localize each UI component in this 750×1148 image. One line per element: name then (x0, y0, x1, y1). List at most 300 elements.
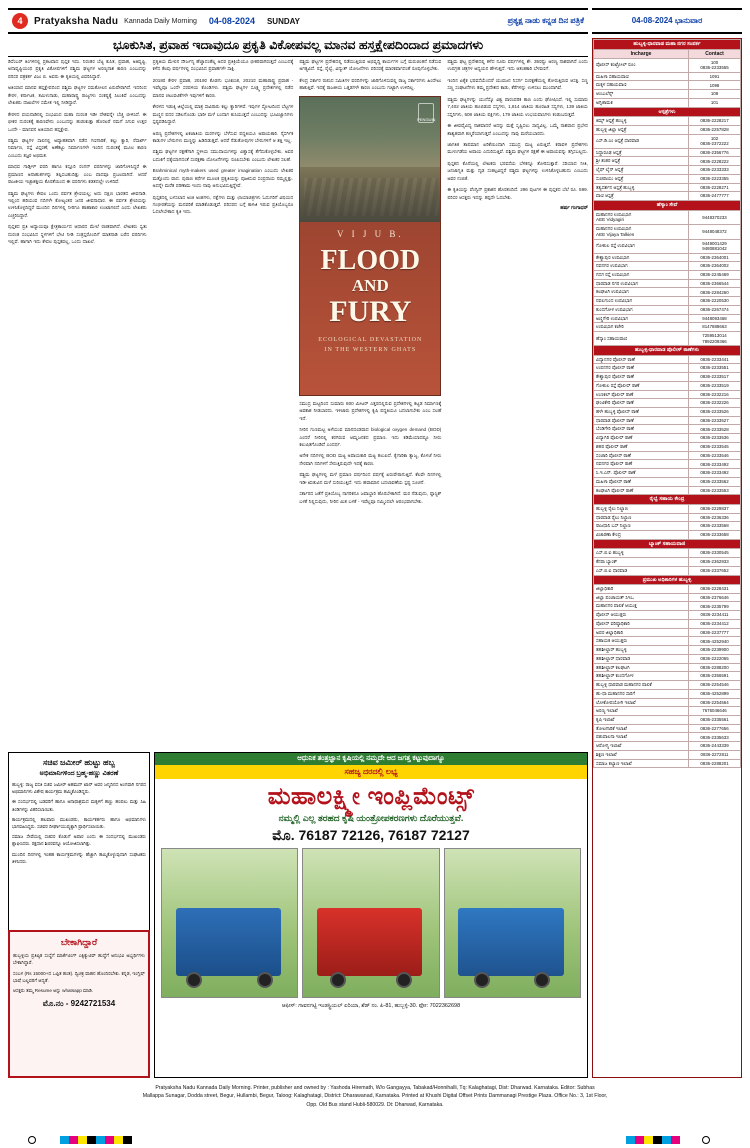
directory-name: ಕೆನರಾ ಬ್ಯಾಂಕ್ (594, 558, 689, 567)
directory-name: ನವನಗರ ಉಪವಿಭಾಗ (594, 262, 689, 271)
directory-name: ಮಹಾನಗರ ಪಾಲಿಕೆ ಆಯುಕ್ತ (594, 602, 689, 611)
ad-brand-phone[interactable]: ಮೊ. 76187 72126, 76187 72127 (272, 827, 470, 843)
paragraph: ಅನೇಕ ನದಿಗಳಲ್ಲಿ BOD ಮಟ್ಟ ಅಪಾಯಕಾರಿ ಮಟ್ಟ ತಲುಪಿದೆ. ಕೈಗಾರಿಕಾ ತ್ಯಾಜ್ಯ, ಕೊಳಚೆ ನೀರು ನೇರವಾಗಿ ನದಿಗಳಿಗೆ ಸೇರುತ್ತಿರುವುದೇ ಇದಕ್ಕೆ ಕಾರಣ. (299, 453, 442, 466)
directory-name: ವಾಣಿ ಆಸ್ಪತ್ರೆ (594, 192, 689, 201)
directory-row (594, 81, 741, 90)
directory-name: ತತ್ವದರ್ಶನ ಆಸ್ಪತ್ರೆ ಹುಬ್ಬಳ್ಳಿ (594, 183, 689, 192)
directory-row (594, 619, 741, 628)
wheel-icon (186, 972, 202, 988)
directory-name: ಹು-ಧಾ ಮಹಾನಗರ ಸಾರಿಗೆ (594, 689, 689, 698)
imprint-line-3: Opp. Old Bus stand Hubli-580029. Dt: Dharwad, Karnataka. (306, 1101, 444, 1108)
directory-contact: 0836-2335561 (689, 716, 741, 725)
directory-contact: 0836-2337652 (689, 566, 741, 575)
directory-contact: 0836-2233492 (689, 460, 741, 469)
directory-contact: 9449001429 9480881042 (689, 239, 741, 253)
directory-name: ಉಣಕಲ್ ಪೊಲೀಸ್ ಠಾಣೆ (594, 390, 689, 399)
directory-row (594, 425, 741, 434)
directory-row (594, 239, 741, 253)
directory-row (594, 125, 741, 134)
directory-row (594, 566, 741, 575)
directory-contact: 0836-2366544 (689, 279, 741, 288)
ad-brand-subtitle: ನಮ್ಮಲ್ಲಿ ಎಲ್ಲ ತರಹದ ಕೃಷಿ ಯಂತ್ರೋಪಕರಣಗಳು ದೊರೆಯುತ್ತವೆ. (278, 813, 464, 823)
directory-name: ಗೋಕುಲ ರಸ್ತೆ ಉಪವಿಭಾಗ (594, 239, 689, 253)
wheel-icon (534, 972, 550, 988)
paragraph: ಮುಂದಿನ ದಿನಗಳಲ್ಲಿ ಇಂತಹ ಕಾರ್ಯಕ್ರಮಗಳನ್ನು ಹೆಚ್ಚಾಗಿ ಹಮ್ಮಿಕೊಳ್ಳುವುದಾಗಿ ಸಂಘಟಕರು ತಿಳಿಸಿದರು. (12, 851, 146, 864)
directory-row (594, 279, 741, 288)
directory-contact: 0836-2228431 (689, 585, 741, 594)
issue-date: 04-08-2024 (208, 16, 255, 26)
directory-contact: 0836-2233527 (689, 416, 741, 425)
directory-contact: 0836-2235799 (689, 602, 741, 611)
paragraph: 2018ರ ಕೇರಳ ಪ್ರವಾಹ, 2019ರ ಕೊಡಗು ಭೂಕುಸಿತ, 2021ರ ಮಹಾರಾಷ್ಟ್ರ ಪ್ರವಾಹ - ಇವೆಲ್ಲವೂ ಒಂದೇ ಸರಪಳಿಯ ಕೊಂಡಿಗಳು. ಪಶ್ಚಿಮ ಘಟ್ಟಗಳ ಸೂಕ್ಷ್ಮ ಪ್ರದೇಶಗಳಲ್ಲಿ ನಡೆದ ಮಾನವ ಚಟುವಟಿಕೆಗಳೇ ಇವುಗಳಿಗೆ ಕಾರಣ. (152, 77, 294, 98)
directory-contact: 0836-2330545 (689, 549, 741, 558)
directory-name: ಜಿಲ್ಲಾ ಪಂಚಾಯತ್ ಸಿಇಒ (594, 593, 689, 602)
paragraph: ಈ ಕೃತಿಯನ್ನು ಪೆಂಗ್ವಿನ್ ಪ್ರಕಾಶನ ಹೊರತಂದಿದೆ. 296 ಪುಟಗಳ ಈ ಪುಸ್ತಕದ ಬೆಲೆ ರೂ. 599. ಪರಿಸರ ಆಸಕ್ತರು ಇದನ್ನು ತಪ್ಪದೇ ಓದಬೇಕು. (447, 187, 588, 200)
wheel-icon (396, 972, 412, 988)
directory-contact: 101 (689, 98, 741, 107)
paragraph: ಪಶ್ಚಿಮ ಘಟ್ಟಗಳ ರಕ್ಷಣೆಗಾಗಿ ಸ್ಥಳೀಯ ಸಮುದಾಯಗಳನ್ನು ವಿಶ್ವಾಸಕ್ಕೆ ತೆಗೆದುಕೊಳ್ಳಬೇಕು. ಅವರ ಬದುಕಿಗೆ ಧಕ್ಕೆಯಾಗದಂತೆ ಸಂರಕ್ಷಣಾ ಯೋಜನೆಗಳನ್ನು ರೂಪಿಸಬೇಕು ಎಂಬುದು ಲೇಖಕರ ಸಲಹೆ. (152, 149, 294, 162)
ad-left-title: ಸಚಿವ ಜಮೀರ್ ಹುಟ್ಟು ಹಬ್ಬ (43, 758, 115, 767)
directory-name: ತಹಶೀಲ್ದಾರ್ ಕುಂದಗೋಳ (594, 672, 689, 681)
directory-contact: 1091 (689, 72, 741, 81)
directory-name: ಲೈಫ್ ಲೈನ್ ಆಸ್ಪತ್ರೆ (594, 166, 689, 175)
directory-section-header: ಹೆಸ್ಕಾಂ ಸೇವೆ (594, 201, 741, 211)
rotavator-machine (317, 908, 423, 976)
directory-row (594, 288, 741, 297)
directory-contact: 0836-2232216 (689, 390, 741, 399)
directory-row (594, 332, 741, 346)
directory-contact: 0836-2233441 (689, 355, 741, 364)
paper-title: Pratyaksha Nadu (34, 15, 119, 27)
directory-name: ತಹಶೀಲ್ದಾರ್ ಹುಬ್ಬಳ್ಳಿ (594, 646, 689, 655)
directory-row (594, 672, 741, 681)
book-cover-image (299, 96, 441, 396)
directory-row (594, 373, 741, 382)
directory-row (594, 364, 741, 373)
directory-row (594, 531, 741, 540)
directory-contact: 0836-2356776 (689, 148, 741, 157)
directory-row (594, 759, 741, 768)
directory-contact: 0836-4252940 (689, 637, 741, 646)
book-title-line1: FLOOD (320, 244, 421, 276)
directory-row (594, 750, 741, 759)
directory-name: ಘಂಟಿಕೇರಿ ಪೊಲೀಸ್ ಠಾಣೆ (594, 399, 689, 408)
directory-name: ಶ್ರೀ ಶಂಕರ ಆಸ್ಪತ್ರೆ (594, 157, 689, 166)
imprint-line-1: Pratyaksha Nadu Kannada Daily Morning. Printer, publisher and owned by : Yashoda Hiremath, W/o Gangayya, Tabakad/Honnihalli, Tq: Kalaghatagi, Dist: Dharwad. Karnataka. Editor: Subhas (155, 1085, 595, 1091)
directory-name: ತೋಟಗಾರಿಕೆ ಇಲಾಖೆ (594, 724, 689, 733)
directory-row (594, 270, 741, 279)
directory-contact: 0836-2335633 (689, 733, 741, 742)
trailer-machine (458, 908, 564, 976)
directory-row (594, 522, 741, 531)
directory-row (594, 148, 741, 157)
directory-contact: 0836-2254564 (689, 698, 741, 707)
directory-name: ಸಹಾಯಕ ಆಯುಕ್ತರು (594, 637, 689, 646)
directory-contact: 0836-2233519 (689, 381, 741, 390)
directory-row (594, 611, 741, 620)
directory-row (594, 210, 741, 224)
wheel-icon (257, 972, 273, 988)
directory-contact: 0836-2236336 (689, 513, 741, 522)
directory-row (594, 90, 741, 99)
directory-contact: 0836-2257828 (689, 125, 741, 134)
article-column-2 (153, 58, 294, 748)
helpline-directory (592, 38, 742, 1078)
registration-mark (28, 1136, 36, 1144)
directory-name: ಕಿಮ್ಸ್ ಆಸ್ಪತ್ರೆ ಹುಬ್ಬಳ್ಳಿ (594, 117, 689, 126)
directory-contact: 0836-2233546 (689, 451, 741, 460)
paragraph: Brahminical myth-makers used greater imagination ಎಂಬುದು ಲೇಖಕರ ಮತ್ತೊಂದು ವಾದ. ಪುರಾಣ ಕಥೆಗಳ ಮೂಲಕ ಪ್ರಕೃತಿಯನ್ನು ಪೂಜಿಸುವ ಸಂಪ್ರದಾಯ ನಮ್ಮಲ್ಲಿತ್ತು. ಅದನ್ನೇ ಮರೆತ ಪರಿಣಾಮ ಇಂದು ನಾವು ಅನುಭವಿಸುತ್ತಿದ್ದೇವೆ. (152, 168, 294, 189)
paragraph: ನೀರಿನ ಗುಣಮಟ್ಟ ಅಳೆಯುವ ಮಾನದಂಡವಾದ biological oxygen demand (BOD) ಎಂದರೆ ನೀರಿನಲ್ಲಿ ಕರಗಿರುವ ಆಮ್ಲಜನಕದ ಪ್ರಮಾಣ. ಇದು ಕಡಿಮೆಯಾದಷ್ಟೂ ನೀರು ಕಲುಷಿತಗೊಂಡಿದೆ ಎಂದರ್ಥ. (299, 427, 442, 447)
directory-name: ಸಿದ್ದಾರೂಢ ಆಸ್ಪತ್ರೆ (594, 148, 689, 157)
directory-name: ರಾಜಧಾನಿ ಬಸ್ ನಿಲ್ದಾಣ (594, 522, 689, 531)
ad-yellow-banner: ಸಹಜ್ಯ ದರದಲ್ಲಿ ಲಭ್ಯ (155, 765, 587, 779)
paragraph: ಸರ್ಕಾರದ ಜತೆಗೆ ಪ್ರತಿಯೊಬ್ಬ ನಾಗರಿಕನೂ ಜವಾಬ್ದಾರಿ ಹೊರಬೇಕಾಗಿದೆ. ಮರ ನೆಡುವುದು, ಪ್ಲಾಸ್ಟಿಕ್ ಬಳಕೆ ನಿಲ್ಲಿಸುವುದು, ನೀರಿನ ಮಿತ ಬಳಕೆ - ಇವೆಲ್ಲವೂ ನಮ್ಮಿಂದಲೇ ಆರಂಭವಾಗಬೇಕು. (299, 491, 442, 504)
directory-table (593, 39, 741, 768)
directory-contact: 0836-4252899 (689, 689, 741, 698)
directory-contact: 108 (689, 90, 741, 99)
directory-contact: 0836-2228271 (689, 183, 741, 192)
directory-column-headers: Incharge Contact (594, 49, 741, 58)
directory-name: ಮಕ್ಕಳ ಸಹಾಯವಾಣಿ (594, 81, 689, 90)
paragraph: ಸಮಾಜ ಸೇವೆಯಲ್ಲಿ ಸಚಿವರ ಕೊಡುಗೆ ಅಪಾರ ಎಂದು ಈ ಸಂದರ್ಭದಲ್ಲಿ ಮುಖಂಡರು ಶ್ಲಾಘಿಸಿದರು. ರಕ್ತದಾನ ಶಿಬಿರವನ್ನೂ ಆಯೋಜಿಸಲಾಗಿತ್ತು. (12, 834, 146, 847)
directory-name: ಹುಬ್ಬಳ್ಳಿ ಧಾರವಾಡ ಮಹಾನಗರ ಪಾಲಿಕೆ (594, 681, 689, 690)
directory-name: ಹಳೇ ಹುಬ್ಬಳ್ಳಿ ಪೊಲೀಸ್ ಠಾಣೆ (594, 408, 689, 417)
directory-row (594, 390, 741, 399)
directory-contact: 0836-2254546 (689, 681, 741, 690)
directory-contact: 0836-2237777 (689, 628, 741, 637)
directory-contact: 0836-2233551 (689, 364, 741, 373)
directory-name: ವಿದ್ಯಾನಗರ ಪೊಲೀಸ್ ಠಾಣೆ (594, 355, 689, 364)
directory-name: ಎಸ್.ಡಿ.ಎಂ ಆಸ್ಪತ್ರೆ ಧಾರವಾಡ (594, 134, 689, 148)
directory-name: ಮಹಾನಗರ ಉಪವಿಭಾಗ AEE Vijaya Talkies (594, 225, 689, 239)
directory-contact: 0836-2239900 (689, 646, 741, 655)
paragraph: ಪಶ್ಚಿಮ ಘಟ್ಟ ಪ್ರದೇಶದಲ್ಲಿ ಕಳೆದ ನೂರು ವರ್ಷಗಳಲ್ಲಿ ಶೇ. 35ರಷ್ಟು ಅರಣ್ಯ ನಾಶವಾಗಿದೆ ಎಂದು ಉಪಗ್ರಹ ಚಿತ್ರಗಳ ಅಧ್ಯಯನ ಹೇಳುತ್ತದೆ. ಇದು ಆತಂಕಕಾರಿ ಬೆಳವಣಿಗೆ. (447, 59, 588, 72)
directory-contact: 1098 (689, 81, 741, 90)
directory-contact: 0836-2267474 (689, 305, 741, 314)
directory-name: ಅಣ್ಣಿಗೇರಿ ಉಪವಿಭಾಗ (594, 314, 689, 323)
directory-row (594, 305, 741, 314)
directory-name: ತಹಶೀಲ್ದಾರ್ ಧಾರವಾಡ (594, 654, 689, 663)
directory-row (594, 486, 741, 495)
directory-name: ಕಲಘಟಗಿ ಉಪವಿಭಾಗ (594, 288, 689, 297)
directory-row (594, 716, 741, 725)
directory-contact: 0836-2234412 (689, 619, 741, 628)
directory-contact: 0836-2220530 (689, 297, 741, 306)
directory-name: ಹುಬ್ಬಳ್ಳಿ ರೈಲು ನಿಲ್ದಾಣ (594, 504, 689, 513)
directory-row (594, 323, 741, 332)
ad-address: ಆಫೀಸ್: ಗಾವನಗಟ್ಟಿ ಇಂಡಸ್ಟ್ರಿಯಲ್ ಏರಿಯಾ, ಶೆಡ್ ನಂ. ಪಿ-81, ಹುಬ್ಬಳ್ಳಿ-30. ಫೋ: 7022362698 (281, 1003, 461, 1009)
paragraph: ಅತಿಯಾದ ಮಾನವ ಹಸ್ತಕ್ಷೇಪದಿಂದ ಪಶ್ಚಿಮ ಘಟ್ಟಗಳ ಸಮತೋಲನ ಏರುಪೇರಾಗಿದೆ. ಇದರಿಂದ ಕೇರಳ, ಕರ್ನಾಟಕ, ತಮಿಳುನಾಡು, ಮಹಾರಾಷ್ಟ್ರ ರಾಜ್ಯಗಳು ಸಂಕಷ್ಟಕ್ಕೆ ಸಿಲುಕಿವೆ ಎಂಬುದನ್ನು ಲೇಖಕರು ದಾಖಲೆಗಳ ಸಮೇತ ಇಲ್ಲಿ ನೀಡಿದ್ದಾರೆ. (8, 85, 147, 106)
directory-contact: 9448370233 (689, 210, 741, 224)
book-title-line2: AND (351, 275, 389, 295)
submerged-roofs (304, 178, 438, 216)
directory-row (594, 98, 741, 107)
directory-name: ಸುಚಿರಾಯು ಆಸ್ಪತ್ರೆ (594, 174, 689, 183)
color-calibration-bar (626, 1136, 680, 1144)
directory-row (594, 297, 741, 306)
directory-contact: 0836-2233536 (689, 434, 741, 443)
directory-name: ಮಹಿಳಾ ಸಹಾಯವಾಣಿ (594, 72, 689, 81)
directory-row (594, 134, 741, 148)
directory-contact: 0836-2233568 (689, 522, 741, 531)
paragraph: ಪುಸ್ತಕದಲ್ಲಿ ಬಳಸಲಾದ ಅಂಕಿ ಅಂಶಗಳು, ನಕ್ಷೆಗಳು ಮತ್ತು ಛಾಯಾಚಿತ್ರಗಳು ಓದುಗರಿಗೆ ವಿಷಯದ ಗಂಭೀರತೆಯನ್ನು ಮನವರಿಕೆ ಮಾಡಿಕೊಡುತ್ತವೆ. ಪರಿಸರದ ಬಗ್ಗೆ ಕಾಳಜಿ ಇರುವ ಪ್ರತಿಯೊಬ್ಬರೂ ಓದಲೇಬೇಕಾದ ಕೃತಿ ಇದು. (152, 194, 294, 215)
plough-machine (176, 908, 282, 976)
directory-name: ಕಲಘಟಗಿ ಪೊಲೀಸ್ ಠಾಣೆ (594, 486, 689, 495)
directory-name: ಹೆಸ್ಕಾಂ ಸಹಾಯವಾಣಿ (594, 332, 689, 346)
directory-contact: 0836-2233492 (689, 469, 741, 478)
paragraph: ಕೇರಳದ ಇಡುಕ್ಕಿ ಜಿಲ್ಲೆಯಲ್ಲಿ ಮಾತ್ರ ಸಾವಿರಾರು ಕಲ್ಲು ಕ್ವಾರಿಗಳಿವೆ. ಇವುಗಳ ಸ್ಫೋಟದಿಂದ ಬೆಟ್ಟಗಳ ಮಣ್ಣಿನ ಪದರ ಸಡಿಲಗೊಂಡು ಭಾರೀ ಮಳೆ ಬಂದಾಗ ಕುಸಿಯುತ್ತದೆ ಎಂಬುದನ್ನು ಭೂವಿಜ್ಞಾನಿಗಳು ಸ್ಪಷ್ಟಪಡಿಸಿದ್ದಾರೆ. (152, 104, 294, 125)
directory-row (594, 225, 741, 239)
directory-name: ಎಸ್.ಬಿ.ಐ ಹುಬ್ಬಳ್ಳಿ (594, 549, 689, 558)
directory-name: ಬೆಂಡಿಗೇರಿ ಪೊಲೀಸ್ ಠಾಣೆ (594, 425, 689, 434)
directory-row (594, 504, 741, 513)
directory-contact: 0836-2356591 (689, 672, 741, 681)
directory-name: ಪೊಲೀಸ್ ವರಿಷ್ಠಾಧಿಕಾರಿ (594, 619, 689, 628)
directory-name: ನವಲಗುಂದ ಉಪವಿಭಾಗ (594, 297, 689, 306)
directory-row (594, 689, 741, 698)
ad-left-subtitle: ಅಭಿಮಾನಿಗಳಿಂದ ಬ್ರಹ್ಮ-ಹಣ್ಣು ವಿತರಣೆ (39, 770, 119, 777)
directory-name: ವಿದ್ಯಾಗಿರಿ ಪೊಲೀಸ್ ಠಾಣೆ (594, 434, 689, 443)
paper-title-kannada: ಪ್ರತ್ಯಕ್ಷ ನಾಡು ಕನ್ನಡ ದಿನ ಪತ್ರಿಕೆ (507, 16, 584, 25)
directory-row (594, 434, 741, 443)
wheel-icon (474, 972, 490, 988)
article-byline: ಹರ್ಷ ಗಂಗಾಧರ್ (560, 205, 588, 211)
directory-contact: 8147888663 (689, 323, 741, 332)
paragraph: ಜಾಗತಿಕ ತಾಪಮಾನ ಏರಿಕೆಯಿಂದಾಗಿ ಸಮುದ್ರ ಮಟ್ಟ ಏರುತ್ತಿದೆ. ಕರಾವಳಿ ಪ್ರದೇಶಗಳು ಮುಳುಗಡೆಯ ಅಪಾಯ ಎದುರಿಸುತ್ತಿವೆ. ಪಶ್ಚಿಮ ಘಟ್ಟಗಳ ರಕ್ಷಣೆ ಈ ಅಪಾಯವನ್ನು ತಗ್ಗಿಸಬಲ್ಲದು. (447, 141, 588, 155)
directory-name: ಶಹರ ಪೊಲೀಸ್ ಠಾಣೆ (594, 442, 689, 451)
directory-section-header: ಆಸ್ಪತ್ರೆಗಳು (594, 107, 741, 117)
directory-name: ಉಪವಿಭಾಗ ಕಚೇರಿ (594, 323, 689, 332)
paper-subtitle: Kannada Daily Morning (124, 17, 197, 25)
directory-name: ಕೇಶ್ವಾಪುರ ಉಪವಿಭಾಗ (594, 253, 689, 262)
directory-contact: 0836-2233528 (689, 425, 741, 434)
paragraph: ಪಶ್ಚಿಮ ಘಟ್ಟಗಳಲ್ಲಿ ಮಳೆ ಪ್ರಮಾಣ ವರ್ಷದಿಂದ ವರ್ಷಕ್ಕೆ ಏರುಪೇರಾಗುತ್ತಿದೆ. ಕೆಲವೇ ದಿನಗಳಲ್ಲಿ ಇಡೀ ಋತುವಿನ ಮಳೆ ಸುರಿಯುತ್ತಿದೆ. ಇದು ಹವಾಮಾನ ಬದಲಾವಣೆಯ ಸ್ಪಷ್ಟ ಸೂಚನೆ. (299, 472, 442, 485)
directory-contact: 0836-2233658 (689, 531, 741, 540)
directory-row (594, 681, 741, 690)
directory-row (594, 416, 741, 425)
imprint-line-2: Mallappa Sunagar, Dodda street, Begur, Hullambi, Begur, Taloog: Kalaghatagi, District: Dharawanad, Karnataka. Printed at Khushi Digital Offset Prints Dammanagi Prestige Plaza. Office No.: 3, 1st Floor, (142, 1093, 608, 1100)
directory-contact: 0836-2233545 (689, 442, 741, 451)
paragraph: ಕೇಂದ್ರ ಸರ್ಕಾರ ರಚಿಸಿದ ಸಮಿತಿಗಳ ವರದಿಗಳನ್ನು ಜಾರಿಗೊಳಿಸುವಲ್ಲಿ ರಾಜ್ಯ ಸರ್ಕಾರಗಳು ಹಿಂದೇಟು ಹಾಕುತ್ತಿವೆ. ಇದಕ್ಕೆ ರಾಜಕೀಯ ಒತ್ತಡಗಳೇ ಕಾರಣ ಎಂಬುದು ಗುಟ್ಟಾಗಿ ಉಳಿದಿಲ್ಲ. (299, 77, 442, 91)
directory-contact: 0836-2364001 (689, 253, 741, 262)
directory-row (594, 628, 741, 637)
directory-name: ಶಿಕ್ಷಣ ಇಲಾಖೆ (594, 750, 689, 759)
paragraph: ಕೇರಳದ ವಯನಾಡಿನಲ್ಲಿ ಸಂಭವಿಸಿದ ಮಹಾ ದುರಂತ ಇಡೀ ದೇಶವನ್ನೇ ಬೆಚ್ಚಿ ಬೀಳಿಸಿದೆ. ಈ ಭೀಕರ ದುರಂತಕ್ಕೆ ಕಾರಣವೇನು ಎಂಬುದನ್ನು ಹುಡುಕುತ್ತಾ ಹೊರಟರೆ ನಮಗೆ ಸಿಗುವ ಉತ್ತರ ಒಂದೇ - ಮಾನವನ ಅತಿಯಾದ ಹಸ್ತಕ್ಷೇಪ. (8, 111, 147, 132)
directory-contact: 0836-2233526 (689, 408, 741, 417)
directory-name: ಕುಂದಗೋಳ ಉಪವಿಭಾಗ (594, 305, 689, 314)
directory-section-header: ಹುಬ್ಬಳ್ಳಿ-ಧಾರವಾಡ ಮಹಾ ನಗರ ಸಂಪರ್ಕ (594, 40, 741, 50)
directory-contact: 0836-2228222 (689, 157, 741, 166)
directory-row (594, 742, 741, 751)
paragraph: ಪಶ್ಚಿಮ ಘಟ್ಟಗಳ ಸಾಲಿನಲ್ಲಿ ಅವ್ಯಾಹತವಾಗಿ ನಡೆದ ಗಣಿಗಾರಿಕೆ, ಕಲ್ಲು ಕ್ವಾರಿ, ರೆಸಾರ್ಟ್ ನಿರ್ಮಾಣ, ರಸ್ತೆ ವಿಸ್ತರಣೆ, ಅಣೆಕಟ್ಟು ನಿರ್ಮಾಣಗಳೇ ಇಂದಿನ ದುರಂತಕ್ಕೆ ಮೂಲ ಕಾರಣ ಎಂಬುದು ತಜ್ಞರ ಅಭಿಮತ. (8, 137, 147, 158)
paragraph: ಪಶ್ಚಿಮ ಘಟ್ಟಗಳು ಕೇವಲ ಒಂದು ಪರ್ವತ ಶ್ರೇಣಿಯಲ್ಲ; ಅದು ದಕ್ಷಿಣ ಭಾರತದ ಜೀವನಾಡಿ. ಇಲ್ಲಿಂದ ಹರಿಯುವ ನದಿಗಳೇ ಕೋಟ್ಯಂತರ ಜನರ ಜೀವನಾಧಾರ. ಈ ಪರ್ವತ ಶ್ರೇಣಿಯನ್ನು ಉಳಿಸಿಕೊಳ್ಳದಿದ್ದರೆ ಮುಂದಿನ ದಿನಗಳಲ್ಲಿ ನೀರಿಗೂ ಹಾಹಾಕಾರ ಉಂಟಾಗಲಿದೆ ಎಂದು ಲೇಖಕರು ಎಚ್ಚರಿಸಿದ್ದಾರೆ. (8, 190, 147, 218)
directory-row (594, 724, 741, 733)
directory-section-header: ಪ್ರಮುಖ ಅಧಿಕಾರಿಗಳ ಹುಬ್ಬಳ್ಳಿ (594, 575, 741, 585)
paragraph: ಮಾಧವ ಗಾಡ್ಗೀಳ್ ವರದಿ ಹಾಗೂ ಕಸ್ತೂರಿ ರಂಗನ್ ವರದಿಗಳನ್ನು ಜಾರಿಗೊಳಿಸಿದ್ದರೆ ಈ ಪ್ರಮಾಣದ ಅನಾಹುತಗಳನ್ನು ತಪ್ಪಿಸಬಹುದಿತ್ತು ಎಂಬ ವಾದವೂ ಪ್ರಬಲವಾಗಿದೆ. ಆದರೆ ರಾಜಕೀಯ ಇಚ್ಛಾಶಕ್ತಿಯ ಕೊರತೆಯಿಂದ ಈ ವರದಿಗಳು ಕಡತದಲ್ಲೇ ಉಳಿದಿವೆ. (8, 164, 147, 185)
book-subtitle-line2: IN THE WESTERN GHATS (324, 346, 417, 353)
directory-name: ಗೋಕುಲ ರಸ್ತೆ ಪೊಲೀಸ್ ಠಾಣೆ (594, 381, 689, 390)
directory-name: ಸಿ.ಇ.ಎನ್. ಪೊಲೀಸ್ ಠಾಣೆ (594, 469, 689, 478)
directory-contact: 0836-2288201 (689, 759, 741, 768)
directory-row (594, 469, 741, 478)
paragraph: ಕಾರ್ಯಕ್ರಮದಲ್ಲಿ ಹಲವಾರು ಮುಖಂಡರು, ಕಾರ್ಯಕರ್ತರು ಹಾಗೂ ಅಭಿಮಾನಿಗಳು ಭಾಗವಹಿಸಿದ್ದರು. ಸಚಿವರ ದೀರ್ಘಾಯುಷ್ಯಕ್ಕಾಗಿ ಪ್ರಾರ್ಥಿಸಲಾಯಿತು. (12, 816, 146, 829)
directory-contact: 0836-2443339 (689, 742, 741, 751)
ad-mahalakshmi-implements (154, 752, 588, 1078)
directory-name: ಹುಬ್ಬಳ್ಳಿ ಜಿಲ್ಲಾ ಆಸ್ಪತ್ರೆ (594, 125, 689, 134)
directory-row (594, 183, 741, 192)
directory-contact: 0836-2229837 (689, 504, 741, 513)
directory-contact: 0836-2245469 (689, 270, 741, 279)
directory-contact: 9448048372 (689, 225, 741, 239)
product-photo-rotavator (302, 848, 439, 998)
directory-row (594, 381, 741, 390)
ad-recruitment-phone[interactable]: ಮೊ.ನಂ - 9242721534 (42, 998, 116, 1008)
directory-name: ಜಿಲ್ಲಾಧಿಕಾರಿ (594, 585, 689, 594)
paragraph: ಹುಬ್ಬಳ್ಳಿಯ ಪ್ರತಿಷ್ಠಿತ ಸಂಸ್ಥೆಗೆ ಮಾರ್ಕೆಟಿಂಗ್ ಎಕ್ಸಿಕ್ಯುಟಿವ್ ಹುದ್ದೆಗೆ ಅನುಭವಿ ಅಭ್ಯರ್ಥಿಗಳು ಬೇಕಾಗಿದ್ದಾರೆ. (13, 953, 145, 966)
directory-name: ಮಹಾನಗರ ಉಪವಿಭಾಗ AEE Vidyagiri (594, 210, 689, 224)
product-photo-trailer (444, 848, 581, 998)
directory-row (594, 442, 741, 451)
penguin-logo: PENGUIN (418, 103, 434, 123)
registration-mark (702, 1136, 710, 1144)
directory-contact: 0836-2222065 (689, 654, 741, 663)
directory-contact: 9448093468 (689, 314, 741, 323)
book-title-line3: FURY (329, 294, 412, 328)
directory-name: ಪೊಲೀಸ್ ಕಂಟ್ರೋಲ್ ರೂಂ (594, 58, 689, 72)
directory-name: ಅರಣ್ಯ ಇಲಾಖೆ (594, 707, 689, 716)
article-column-4 (447, 58, 588, 748)
directory-row (594, 399, 741, 408)
masthead (8, 8, 588, 34)
directory-name: ಅಗ್ನಿಶಾಮಕ (594, 98, 689, 107)
directory-name: ಸಮಾಜ ಕಲ್ಯಾಣ ಇಲಾಖೆ (594, 759, 689, 768)
directory-contact: 0836-2233553 (689, 486, 741, 495)
directory-section-header: ಬ್ಯಾಂಕ್ ಸಹಾಯವಾಣಿ (594, 539, 741, 549)
directory-contact: 0836-2477777 (689, 192, 741, 201)
directory-row (594, 513, 741, 522)
paragraph: ಪಶ್ಚಿಮ ಘಟ್ಟಗಳನ್ನು ಯುನೆಸ್ಕೊ ವಿಶ್ವ ಪಾರಂಪರಿಕ ತಾಣ ಎಂದು ಘೋಷಿಸಿದೆ. ಇಲ್ಲಿ ಸುಮಾರು 7,402 ಜಾತಿಯ ಹೂಬಿಡುವ ಸಸ್ಯಗಳು, 1,814 ಜಾತಿಯ ಹೂರಹಿತ ಸಸ್ಯಗಳು, 139 ಜಾತಿಯ ಸಸ್ತನಿಗಳು, 508 ಜಾತಿಯ ಪಕ್ಷಿಗಳು, 179 ಜಾತಿಯ ಉಭಯವಾಸಿಗಳು ಕಂಡುಬರುತ್ತವೆ. (447, 96, 588, 117)
directory-name: ಕೃಷಿ ಇಲಾಖೆ (594, 716, 689, 725)
directory-contact: 7259513014 7892209366 (689, 332, 741, 346)
paragraph: ಪಶ್ಚಿಮ ಘಟ್ಟಗಳ ಪ್ರದೇಶದಲ್ಲಿ ನಡೆಯುತ್ತಿರುವ ಅಭಿವೃದ್ಧಿ ಕಾರ್ಯಗಳ ಬಗ್ಗೆ ಮರುಚಿಂತನೆ ನಡೆಸುವ ಅಗತ್ಯವಿದೆ. ರಸ್ತೆ, ರೈಲ್ವೆ, ವಿದ್ಯುತ್ ಯೋಜನೆಗಳು ಪರಿಸರಕ್ಕೆ ಮಾರಕವಾಗದಂತೆ ರೂಪುಗೊಳ್ಳಬೇಕು. (299, 59, 442, 72)
directory-section-header: ರೈಲ್ವೆ ಸಹಾಯ ಕೇಂದ್ರ (594, 495, 741, 505)
directory-row (594, 262, 741, 271)
directory-row (594, 477, 741, 486)
paragraph: ಪ್ರಕೃತಿಯ ಮೇಲಿನ ದೌರ್ಜನ್ಯ ಹೆಚ್ಚಾದಂತೆಲ್ಲ ಅದರ ಪ್ರತಿಕ್ರಿಯೆಯೂ ಭೀಕರವಾಗಿರುತ್ತದೆ ಎಂಬುದಕ್ಕೆ ಕಳೆದ ಕೆಲವು ವರ್ಷಗಳಲ್ಲಿ ಸಂಭವಿಸಿದ ಪ್ರವಾಹಗಳೇ ಸಾಕ್ಷಿ. (152, 59, 294, 72)
directory-name: ಪಶುಪಾಲನಾ ಇಲಾಖೆ (594, 733, 689, 742)
ad-recruitment (8, 930, 150, 1078)
imprint-footer (8, 1082, 742, 1116)
directory-row (594, 253, 741, 262)
directory-row (594, 117, 741, 126)
paragraph: ಆಸಕ್ತರು ತಮ್ಮ Resume ಅನ್ನು whatsapp ಮಾಡಿ. (13, 988, 94, 994)
directory-contact: 0836-2364002 (689, 262, 741, 271)
directory-contact: 0836-2362933 (689, 558, 741, 567)
directory-row (594, 72, 741, 81)
directory-contact: 0836-2284260 (689, 288, 741, 297)
directory-contact: 0836-2228217 (689, 117, 741, 126)
directory-row (594, 646, 741, 655)
paragraph: ಪುಸ್ತಕದ ಕೊನೆಯಲ್ಲಿ ಲೇಖಕರು ಭರವಸೆಯ ಬೆಳಕನ್ನೂ ತೋರಿಸುತ್ತಾರೆ. ಸರಿಯಾದ ನೀತಿ, ಜನಜಾಗೃತಿ ಮತ್ತು ದೃಢ ಸಂಕಲ್ಪವಿದ್ದರೆ ಪಶ್ಚಿಮ ಘಟ್ಟಗಳನ್ನು ಉಳಿಸಿಕೊಳ್ಳಬಹುದು ಎಂಬುದು ಅವರ ನಂಬಿಕೆ. (447, 160, 588, 181)
directory-contact: 0836-2234411 (689, 611, 741, 620)
directory-row (594, 174, 741, 183)
directory-contact: 0836-2233562 (689, 477, 741, 486)
directory-row (594, 58, 741, 72)
directory-name: ಅಪರ ಜಿಲ್ಲಾಧಿಕಾರಿ (594, 628, 689, 637)
ad-green-banner: ಆಧುನಿಕ ತಂತ್ರಜ್ಞಾನ ಕೃಷಿಯಲ್ಲಿ ನಮ್ಮದೇ ಆದ ಜಗತ್ತ ಕಟ್ಟುವುದಾಗ್ಯೂ (155, 753, 587, 765)
directory-contact: 100 0836-2233555 (689, 58, 741, 72)
masthead-date-right: 04-08-2024 ಭಾನುವಾರ (592, 8, 742, 34)
directory-row (594, 602, 741, 611)
directory-contact: 0836-2232226 (689, 399, 741, 408)
ad-recruitment-title: ಬೇಕಾಗಿದ್ದಾರೆ (60, 937, 98, 947)
directory-row (594, 460, 741, 469)
article-column-1 (8, 58, 147, 748)
directory-row (594, 637, 741, 646)
directory-row (594, 157, 741, 166)
directory-contact: 7676046646 (689, 707, 741, 716)
directory-name: ಪೊಲೀಸ್ ಆಯುಕ್ತರು (594, 611, 689, 620)
paragraph: ಹುಬ್ಬಳ್ಳಿ: ರಾಜ್ಯ ವಸತಿ ಸಚಿವ ಜಮೀರ್ ಅಹಮದ್ ಖಾನ್ ಅವರ ಜನ್ಮದಿನದ ಅಂಗವಾಗಿ ನಗರದ ಅಭಿಮಾನಿಗಳು ವಿಶೇಷ ಕಾರ್ಯಕ್ರಮ ಹಮ್ಮಿಕೊಂಡಿದ್ದರು. (12, 782, 146, 795)
directory-contact: 0836-2272811 (689, 750, 741, 759)
directory-contact: 0836-2288200 (689, 663, 741, 672)
wheel-icon (330, 972, 346, 988)
directory-name: ಸಂಚಾರಿ ಪೊಲೀಸ್ ಠಾಣೆ (594, 451, 689, 460)
directory-name: ಲೋಕೋಪಯೋಗಿ ಇಲಾಖೆ (594, 698, 689, 707)
directory-name: ಕೇಶ್ವಾಪುರ ಪೊಲೀಸ್ ಠಾಣೆ (594, 373, 689, 382)
directory-row (594, 593, 741, 602)
paragraph: ಈ ಸಂದರ್ಭದಲ್ಲಿ ಬಡವರಿಗೆ ಹಾಗೂ ಅನಾಥಾಶ್ರಮದ ಮಕ್ಕಳಿಗೆ ಹಣ್ಣು ಹಂಪಲು ಮತ್ತು ಸಿಹಿ ತಿಂಡಿಗಳನ್ನು ವಿತರಿಸಲಾಯಿತು. (12, 799, 146, 812)
directory-name: ಗದಗ ರಸ್ತೆ ಉಪವಿಭಾಗ (594, 270, 689, 279)
directory-row (594, 549, 741, 558)
issue-day: SUNDAY (266, 16, 301, 26)
directory-row (594, 663, 741, 672)
directory-row (594, 585, 741, 594)
directory-row (594, 707, 741, 716)
book-subtitle-line1: ECOLOGICAL DEVASTATION (318, 336, 423, 343)
directory-row (594, 314, 741, 323)
directory-name: ಧಾರವಾಡ ನಗರ ಉಪವಿಭಾಗ (594, 279, 689, 288)
directory-name: ಆಂಬುಲೆನ್ಸ್ (594, 90, 689, 99)
directory-row (594, 166, 741, 175)
directory-name: ಆರೋಗ್ಯ ಇಲಾಖೆ (594, 742, 689, 751)
directory-row (594, 355, 741, 364)
directory-row (594, 698, 741, 707)
directory-row (594, 451, 741, 460)
directory-contact: 0836-2376646 (689, 593, 741, 602)
directory-row (594, 408, 741, 417)
directory-contact: 0836-2233333 (689, 166, 741, 175)
product-photo-plough (161, 848, 298, 998)
directory-row (594, 558, 741, 567)
paragraph: ಇಂದಿನ ಏಕೈಕ ಭರವಸೆಯೆಂದರೆ ಯುವಜನ ನಿಸರ್ಗ ಸಂರಕ್ಷಣೆಯಲ್ಲಿ ತೋರುತ್ತಿರುವ ಆಸಕ್ತಿ. ಸಣ್ಣ ಸಣ್ಣ ಸಂಘಟನೆಗಳು ತಮ್ಮ ಪ್ರದೇಶದ ಕಾಡು, ಕೆರೆಗಳನ್ನು ಉಳಿಸಲು ಮುಂದಾಗಿವೆ. (447, 77, 588, 91)
paragraph: ಸಮುದ್ರ ಮಟ್ಟದಿಂದ ಸುಮಾರು 800 ಮೀಟರ್ ಎತ್ತರದಲ್ಲಿರುವ ಪ್ರದೇಶಗಳಲ್ಲಿ ಕಟ್ಟಡ ನಿರ್ಮಾಣಕ್ಕೆ ಅವಕಾಶ ನೀಡಬಾರದು. ಇಳಿಜಾರು ಪ್ರದೇಶಗಳಲ್ಲಿ ಕೃಷಿ ಪದ್ಧತಿಯೂ ಬದಲಾಗಬೇಕು ಎಂಬ ಸಲಹೆ ಇದೆ. (299, 400, 442, 421)
directory-row (594, 192, 741, 201)
directory-contact: 0836-2223355 (689, 174, 741, 183)
directory-name: ಮಹಿಳಾ ಪೊಲೀಸ್ ಠಾಣೆ (594, 477, 689, 486)
directory-name: ಧಾರವಾಡ ಪೊಲೀಸ್ ಠಾಣೆ (594, 416, 689, 425)
directory-contact: 0836-2233517 (689, 373, 741, 382)
article-body (8, 58, 588, 748)
directory-contact: 0836-2277656 (689, 724, 741, 733)
ad-product-photos (155, 848, 587, 998)
color-calibration-bar (60, 1136, 132, 1144)
directory-row (594, 654, 741, 663)
paragraph: ಪುಸ್ತಕದ ಪ್ರತಿ ಅಧ್ಯಾಯವೂ ಕ್ಷೇತ್ರಕಾರ್ಯದ ಆಧಾರದ ಮೇಲೆ ರಚಿತವಾಗಿದೆ. ಲೇಖಕರು ಸ್ವತಃ ದುರಂತ ಸಂಭವಿಸಿದ ಸ್ಥಳಗಳಿಗೆ ಭೇಟಿ ನೀಡಿ ಸಂತ್ರಸ್ತರೊಂದಿಗೆ ಮಾತನಾಡಿ ಬರೆದ ವರದಿಗಳು ಇಲ್ಲಿವೆ. ಹಾಗಾಗಿ ಇದು ಕೇವಲ ಪುಸ್ತಕವಲ್ಲ, ಒಂದು ದಾಖಲೆ. (8, 224, 147, 245)
directory-name: ಧಾರವಾಡ ರೈಲು ನಿಲ್ದಾಣ (594, 513, 689, 522)
directory-contact: 102 0836-2372222 (689, 134, 741, 148)
